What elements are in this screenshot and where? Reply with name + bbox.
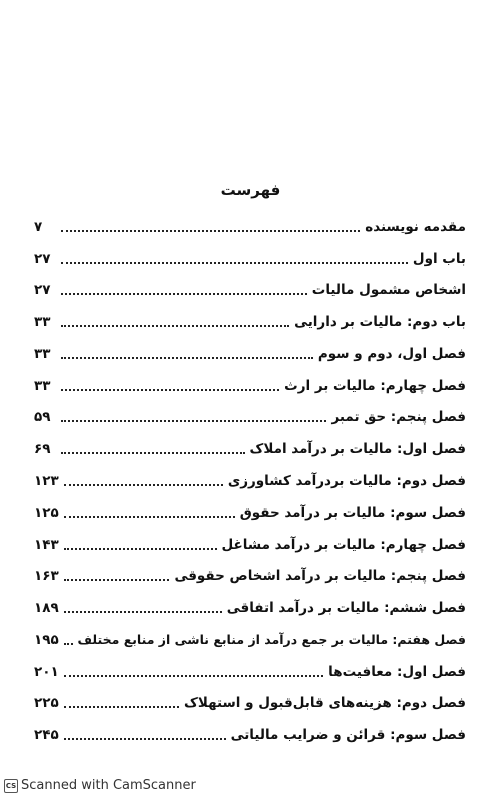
scanner-watermark (4, 778, 196, 793)
toc-entry-page: ۲۷ (34, 251, 51, 267)
toc-entry-page: ۷ (34, 219, 43, 235)
toc-entry-title: فصل هفتم: مالیات بر جمع درآمد از منابع ناشی از منابع مختلف (77, 632, 466, 647)
toc-entry[interactable] (34, 690, 466, 712)
toc-entry-title: فصل دوم: هزینه‌های قابل‌قبول و استهلاک (184, 695, 466, 711)
toc-entry-page: ۶۹ (34, 441, 51, 457)
toc-entry-title: فصل پنجم: مالیات بر درآمد اشخاص حقوقی (174, 568, 466, 584)
toc-entry-page: ۱۲۳ (34, 473, 59, 489)
toc-entry[interactable] (34, 436, 466, 458)
dot-leader (64, 548, 217, 550)
toc-entry-title: باب دوم: مالیات بر دارایی (294, 314, 466, 330)
toc-entry-page: ۱۲۵ (34, 505, 59, 521)
dot-leader (61, 389, 279, 391)
toc-entry[interactable] (34, 373, 466, 395)
toc-entry-page: ۲۰۱ (34, 664, 59, 680)
dot-leader (61, 230, 360, 232)
toc-entry[interactable] (34, 722, 466, 744)
toc-entry-page: ۳۳ (34, 378, 51, 394)
toc-entry-page: ۳۳ (34, 314, 51, 330)
toc-entry-page: ۵۹ (34, 409, 51, 425)
dot-leader (61, 420, 326, 422)
toc-entry-title: اشخاص مشمول مالیات (311, 282, 466, 298)
dot-leader (61, 262, 408, 264)
toc-entry-title: باب اول (412, 251, 466, 267)
dot-leader (61, 325, 289, 327)
dot-leader (61, 452, 245, 454)
toc-entry-title: فصل سوم: قرائن و ضرایب مالیاتی (230, 727, 466, 743)
camscanner-logo-icon: CS (4, 779, 18, 793)
toc-entry-page: ۲۴۵ (34, 727, 59, 743)
dot-leader (64, 706, 179, 708)
toc-entry-page: ۱۶۳ (34, 568, 59, 584)
toc-entry-page: ۲۷ (34, 282, 51, 298)
toc-entry-title: فصل اول، دوم و سوم (317, 346, 466, 362)
toc-entry-page: ۱۹۵ (34, 632, 59, 648)
dot-leader (64, 738, 226, 740)
toc-entry-page: ۳۳ (34, 346, 51, 362)
toc-entry[interactable] (34, 341, 466, 363)
toc-entry-title: فصل چهارم: مالیات بر ارث (284, 378, 466, 394)
toc-entry-title: فصل اول: مالیات بر درآمد املاک (249, 441, 466, 457)
toc-entry-title: مقدمه نویسنده (365, 219, 466, 235)
dot-leader (64, 579, 170, 581)
toc-entry[interactable] (34, 277, 466, 299)
dot-leader (64, 643, 73, 645)
dot-leader (64, 675, 323, 677)
page-title: فهرست (220, 181, 281, 199)
toc-entry-title: فصل چهارم: مالیات بر درآمد مشاغل (221, 537, 466, 553)
dot-leader (61, 293, 307, 295)
dot-leader (64, 484, 223, 486)
toc-entry-page: ۱۸۹ (34, 600, 59, 616)
toc-entry[interactable] (34, 404, 466, 426)
toc-entry[interactable] (34, 627, 466, 649)
toc-entry-page: ۲۲۵ (34, 695, 59, 711)
toc-entry[interactable] (34, 659, 466, 681)
toc-entry[interactable] (34, 309, 466, 331)
toc-entry[interactable] (34, 246, 466, 268)
toc-entry[interactable] (34, 595, 466, 617)
dot-leader (64, 516, 235, 518)
toc-entry[interactable] (34, 532, 466, 554)
dot-leader (64, 611, 222, 613)
toc-entry[interactable] (34, 214, 466, 236)
toc-entry-title: فصل اول: معافیت‌ها (328, 664, 466, 680)
toc-entry-title: فصل ششم: مالیات بر درآمد اتفاقی (226, 600, 466, 616)
toc-entry[interactable] (34, 468, 466, 490)
toc-entry-title: فصل پنجم: حق تمبر (331, 409, 466, 425)
toc-entry[interactable] (34, 500, 466, 522)
toc-entry-title: فصل دوم: مالیات بردرآمد کشاورزی (227, 473, 466, 489)
watermark-text: Scanned with CamScanner (21, 778, 196, 793)
toc-entry-page: ۱۴۳ (34, 537, 59, 553)
dot-leader (61, 357, 313, 359)
toc-entry-title: فصل سوم: مالیات بر درآمد حقوق (239, 505, 466, 521)
toc-entry[interactable] (34, 563, 466, 585)
